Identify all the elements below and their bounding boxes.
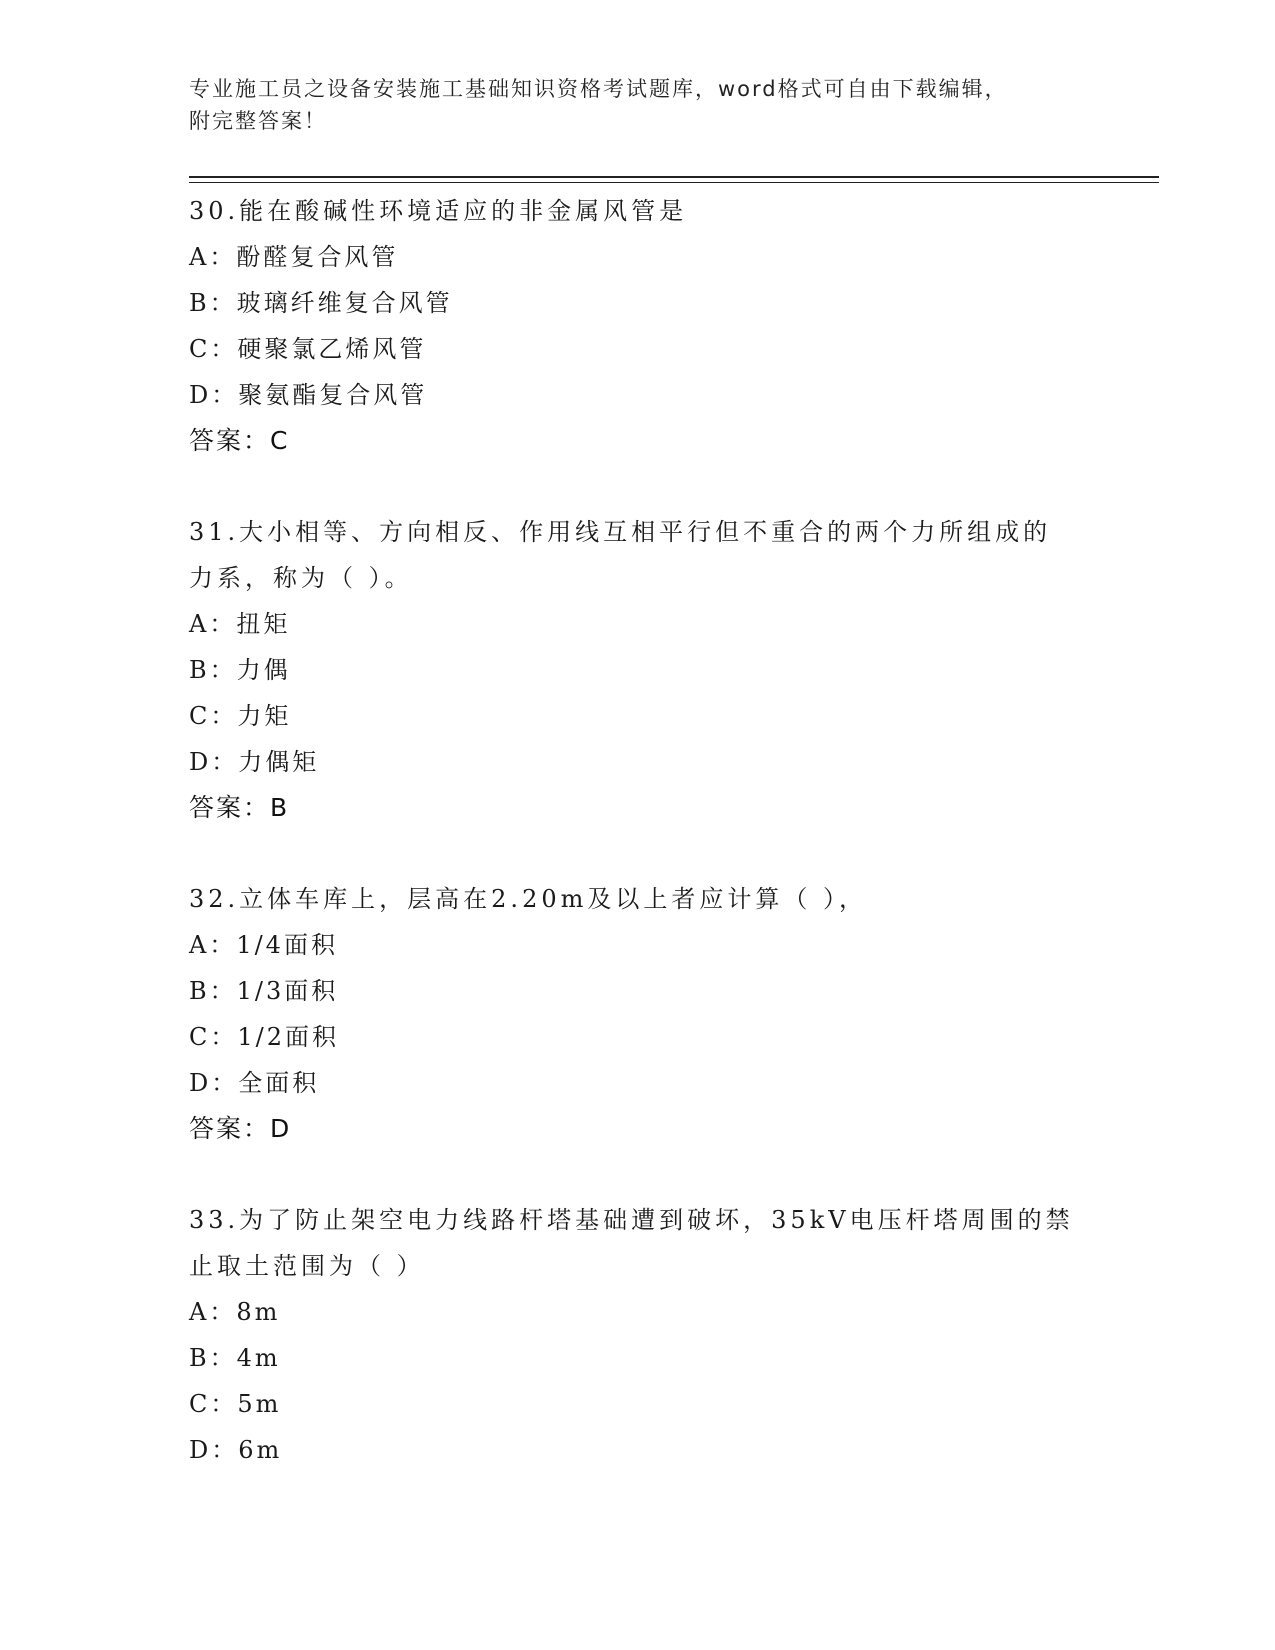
option-a: A：酚醛复合风管 — [189, 243, 399, 271]
option-c: C：1/2面积 — [189, 1023, 339, 1051]
option-c: C：5m — [189, 1390, 282, 1418]
option-a: A：8m — [189, 1298, 281, 1326]
question-32 — [189, 876, 1189, 1152]
question-stem: 31.大小相等、方向相反、作用线互相平行但不重合的两个力所组成的 — [189, 518, 1052, 546]
question-stem: 30.能在酸碱性环境适应的非金属风管是 — [189, 197, 688, 225]
option-a: A：1/4面积 — [189, 931, 338, 959]
option-b: B：力偶 — [189, 656, 291, 684]
option-d: D：6m — [189, 1436, 283, 1464]
option-b: B：1/3面积 — [189, 977, 339, 1005]
option-c: C：力矩 — [189, 702, 292, 730]
option-a: A：扭矩 — [189, 610, 291, 638]
question-stem: 33.为了防止架空电力线路杆塔基础遭到破坏，35kV电压杆塔周围的禁 — [189, 1206, 1074, 1234]
question-30 — [189, 188, 1189, 464]
option-b: B：4m — [189, 1344, 281, 1372]
question-31 — [189, 509, 1189, 831]
question-stem: 32.立体车库上，层高在2.20m及以上者应计算（ ）， — [189, 885, 867, 913]
header-divider-thick — [189, 176, 1159, 178]
question-33 — [189, 1197, 1189, 1473]
option-d: D：全面积 — [189, 1069, 320, 1097]
answer: 答案：B — [189, 793, 290, 822]
header-line-2: 附完整答案！ — [189, 109, 327, 133]
answer: 答案：D — [189, 1114, 292, 1143]
option-b: B：玻璃纤维复合风管 — [189, 289, 453, 317]
document-header — [189, 73, 1089, 137]
header-divider-thin — [189, 182, 1159, 183]
option-d: D：聚氨酯复合风管 — [189, 381, 428, 409]
answer: 答案：C — [189, 426, 290, 455]
question-stem-continued: 力系，称为（ ）。 — [189, 564, 413, 592]
question-stem-continued: 止取土范围为（ ） — [189, 1252, 425, 1280]
option-c: C：硬聚氯乙烯风管 — [189, 335, 427, 363]
option-d: D：力偶矩 — [189, 748, 320, 776]
question-list — [189, 188, 1189, 1473]
header-line-1: 专业施工员之设备安装施工基础知识资格考试题库，word格式可自由下载编辑， — [189, 77, 1008, 101]
